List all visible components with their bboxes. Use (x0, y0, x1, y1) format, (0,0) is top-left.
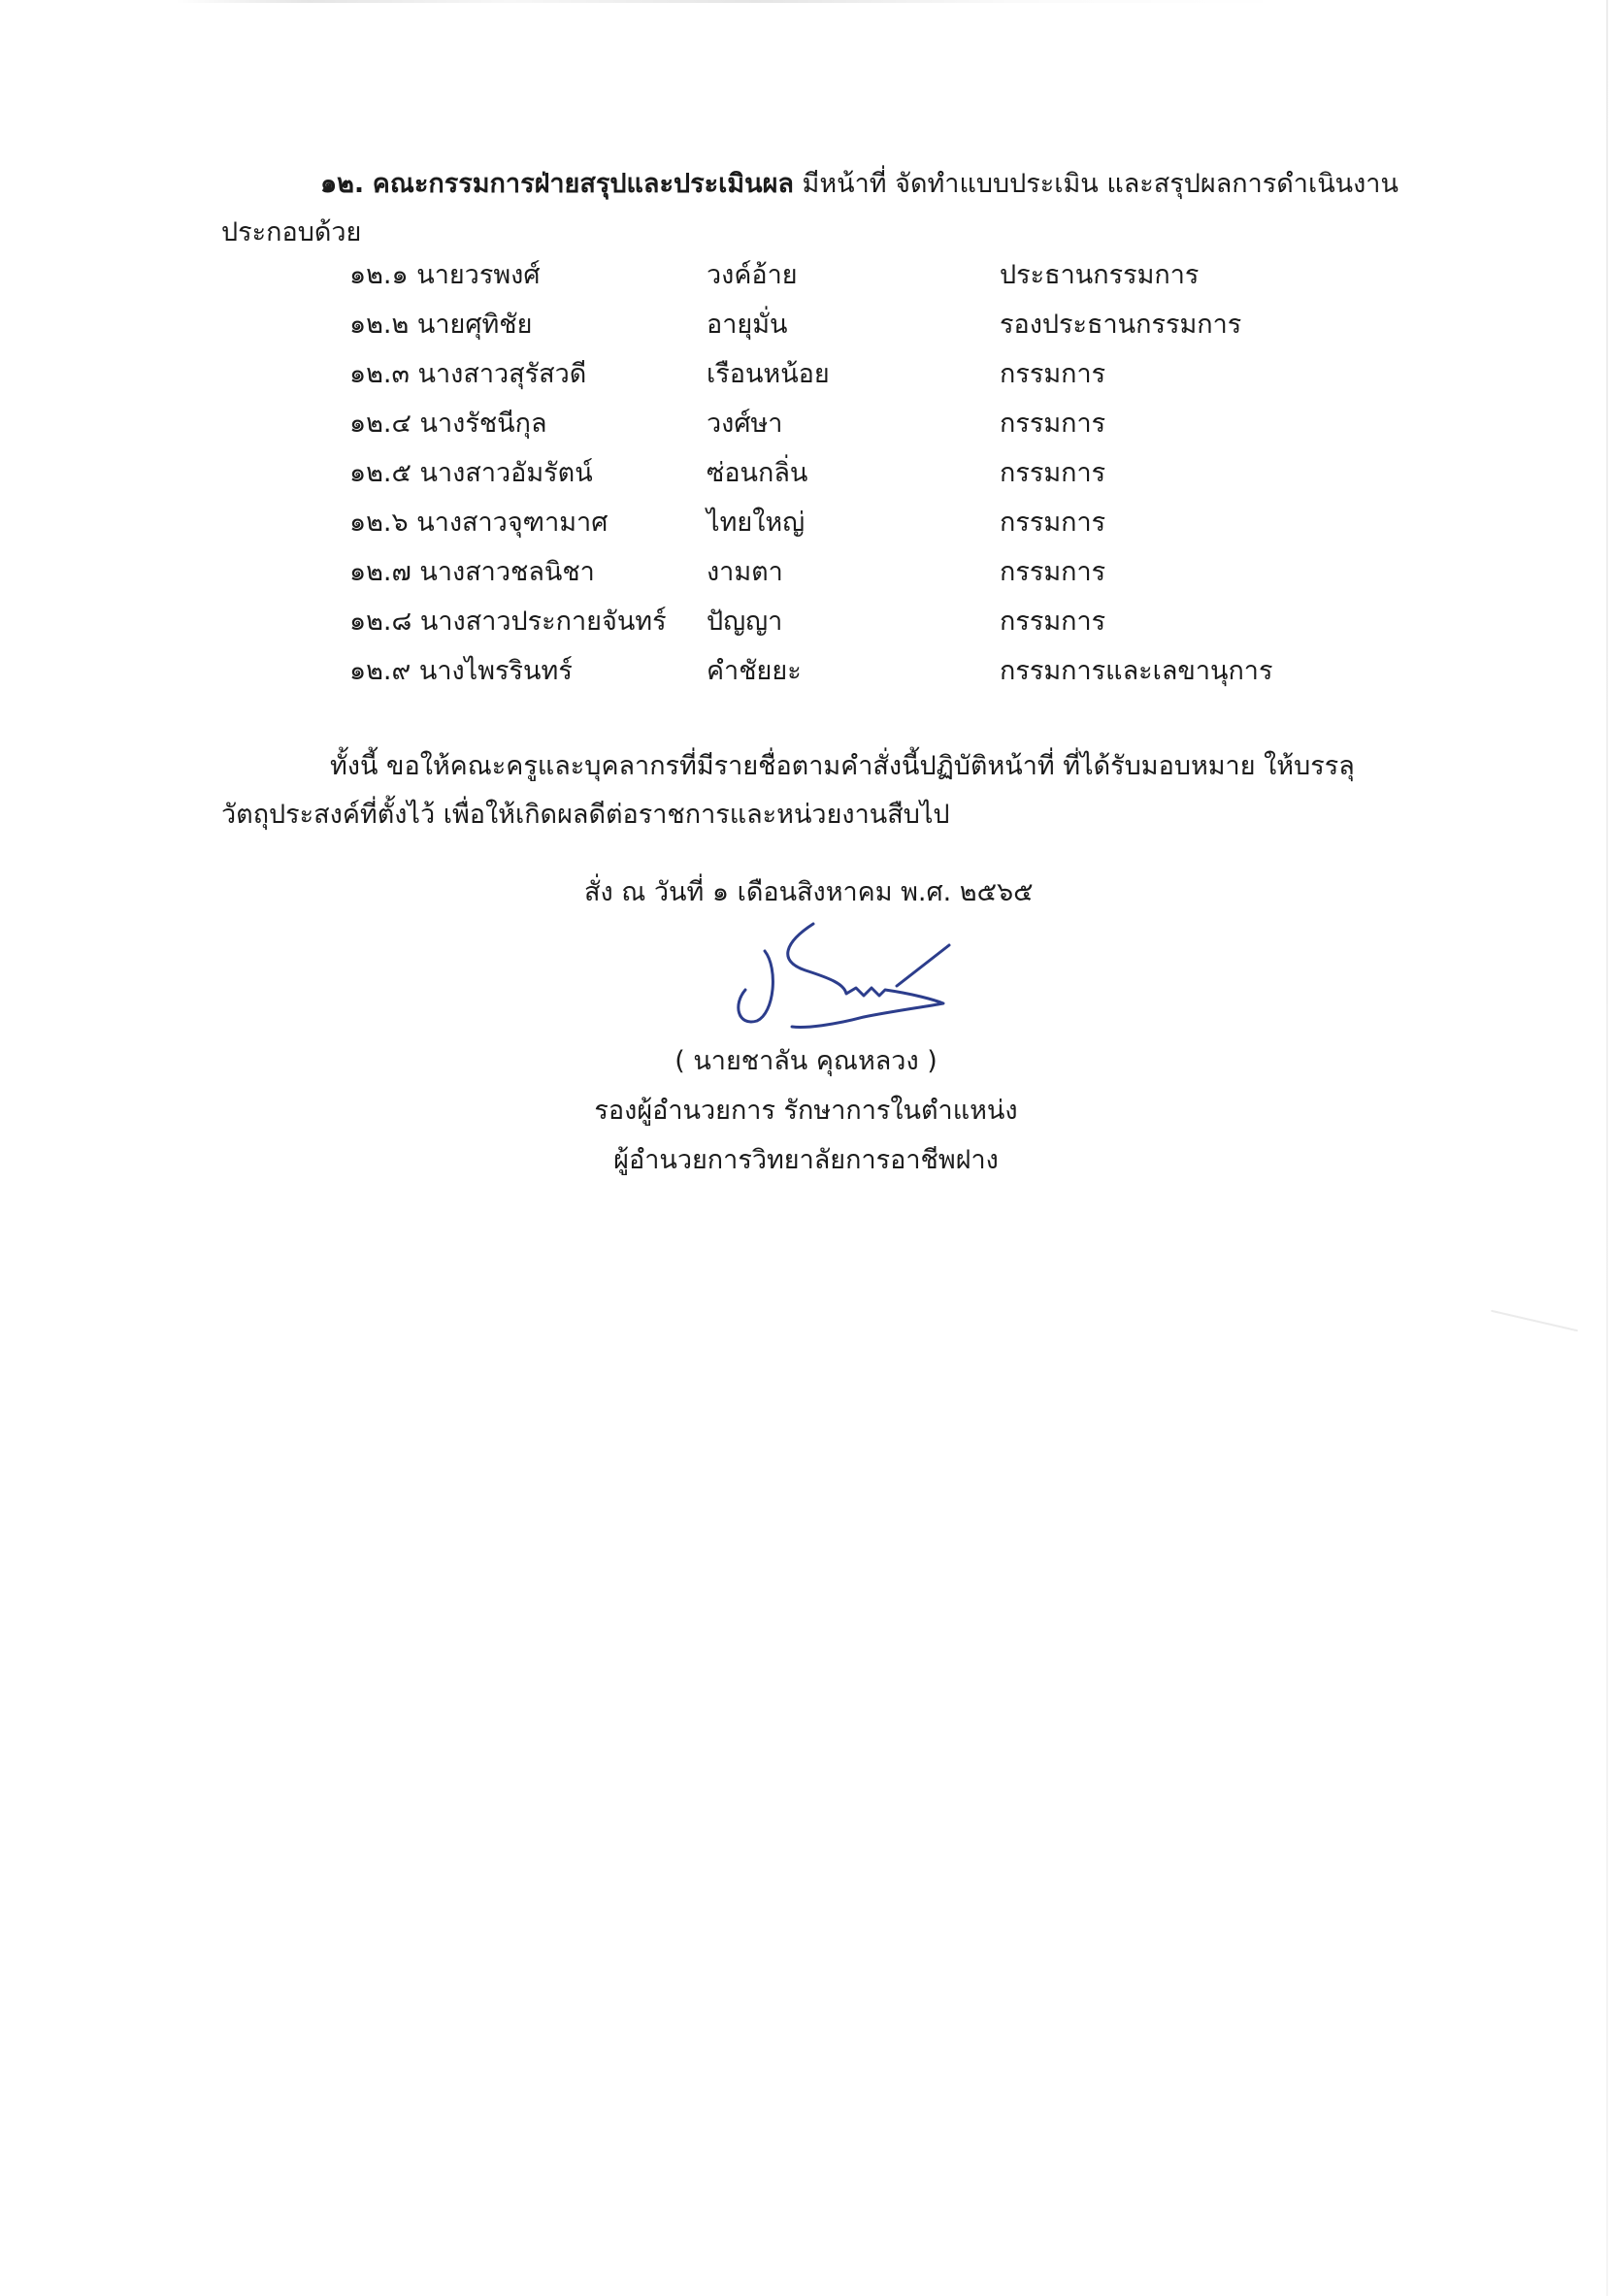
member-row (0, 361, 1612, 404)
signer-name: ( นายชาลัน คุณหลวง ) (674, 1046, 938, 1076)
member-row (0, 262, 1612, 305)
member-surname: ไทยใหญ่ (707, 508, 806, 538)
section-title: คณะกรรมการฝ่ายสรุปและประเมินผล (372, 169, 794, 199)
scan-smudge (1491, 1310, 1578, 1332)
members-list (0, 262, 1612, 718)
member-row (0, 460, 1612, 503)
member-number-name: ๑๒.๗ นางสาวชลนิชา (349, 557, 595, 587)
member-number-name: ๑๒.๔ นางรัชนีกุล (349, 409, 547, 439)
member-row (0, 410, 1612, 453)
section-continuation: ประกอบด้วย (221, 217, 362, 247)
member-surname: งามตา (707, 557, 783, 587)
member-surname: คำชัยยะ (707, 656, 802, 686)
section-number: ๑๒. (320, 169, 365, 199)
member-role: กรรมการ (1000, 508, 1106, 538)
member-surname: วงศ์ษา (707, 409, 783, 439)
member-number-name: ๑๒.๑ นายวรพงศ์ (349, 260, 541, 290)
section-heading (320, 171, 1398, 197)
member-number-name: ๑๒.๕ นางสาวอัมรัตน์ (349, 458, 593, 488)
member-role: ประธานกรรมการ (1000, 260, 1200, 290)
member-row (0, 608, 1612, 651)
closing-line-1: ทั้งนี้ ขอให้คณะครูและบุคลากรที่มีรายชื่อตามคำสั่งนี้ปฏิบัติหน้าที่ ที่ได้รับมอบหมาย ให้บรรลุ (330, 751, 1355, 781)
member-number-name: ๑๒.๓ นางสาวสุรัสวดี (349, 359, 587, 389)
member-row (0, 312, 1612, 354)
member-number-name: ๑๒.๘ นางสาวประกายจันทร์ (349, 607, 667, 637)
order-date: สั่ง ณ วันที่ ๑ เดือนสิงหาคม พ.ศ. ๒๕๖๕ (584, 877, 1034, 907)
member-role: กรรมการ (1000, 359, 1106, 389)
member-number-name: ๑๒.๙ นางไพรรินทร์ (349, 656, 573, 686)
member-role: กรรมการ (1000, 557, 1106, 587)
scan-edge-top (175, 0, 1291, 3)
closing-line-2: วัตถุประสงค์ที่ตั้งไว้ เพื่อให้เกิดผลดีต่อราชการและหน่วยงานสืบไป (221, 800, 950, 830)
member-surname: ซ่อนกลิ่น (707, 458, 808, 488)
member-role: กรรมการ (1000, 409, 1106, 439)
member-row (0, 559, 1612, 602)
member-role: กรรมการ (1000, 458, 1106, 488)
member-row (0, 509, 1612, 552)
member-role: กรรมการและเลขานุการ (1000, 656, 1273, 686)
member-role: กรรมการ (1000, 607, 1106, 637)
member-surname: อายุมั่น (707, 310, 788, 340)
member-row (0, 658, 1612, 701)
signer-position-1: รองผู้อำนวยการ รักษาการในตำแหน่ง (594, 1096, 1018, 1126)
section-duty: มีหน้าที่ จัดทำแบบประเมิน และสรุปผลการดำเนินงาน (802, 169, 1398, 199)
member-surname: ปัญญา (707, 607, 783, 637)
member-surname: วงค์อ้าย (707, 260, 798, 290)
member-surname: เรือนหน้อย (707, 359, 830, 389)
signer-position-2: ผู้อำนวยการวิทยาลัยการอาชีพฝาง (613, 1145, 999, 1175)
member-number-name: ๑๒.๒ นายศุทิชัย (349, 310, 533, 340)
signature-image (718, 912, 980, 1048)
member-role: รองประธานกรรมการ (1000, 310, 1242, 340)
member-number-name: ๑๒.๖ นางสาวจุฑามาศ (349, 508, 609, 538)
